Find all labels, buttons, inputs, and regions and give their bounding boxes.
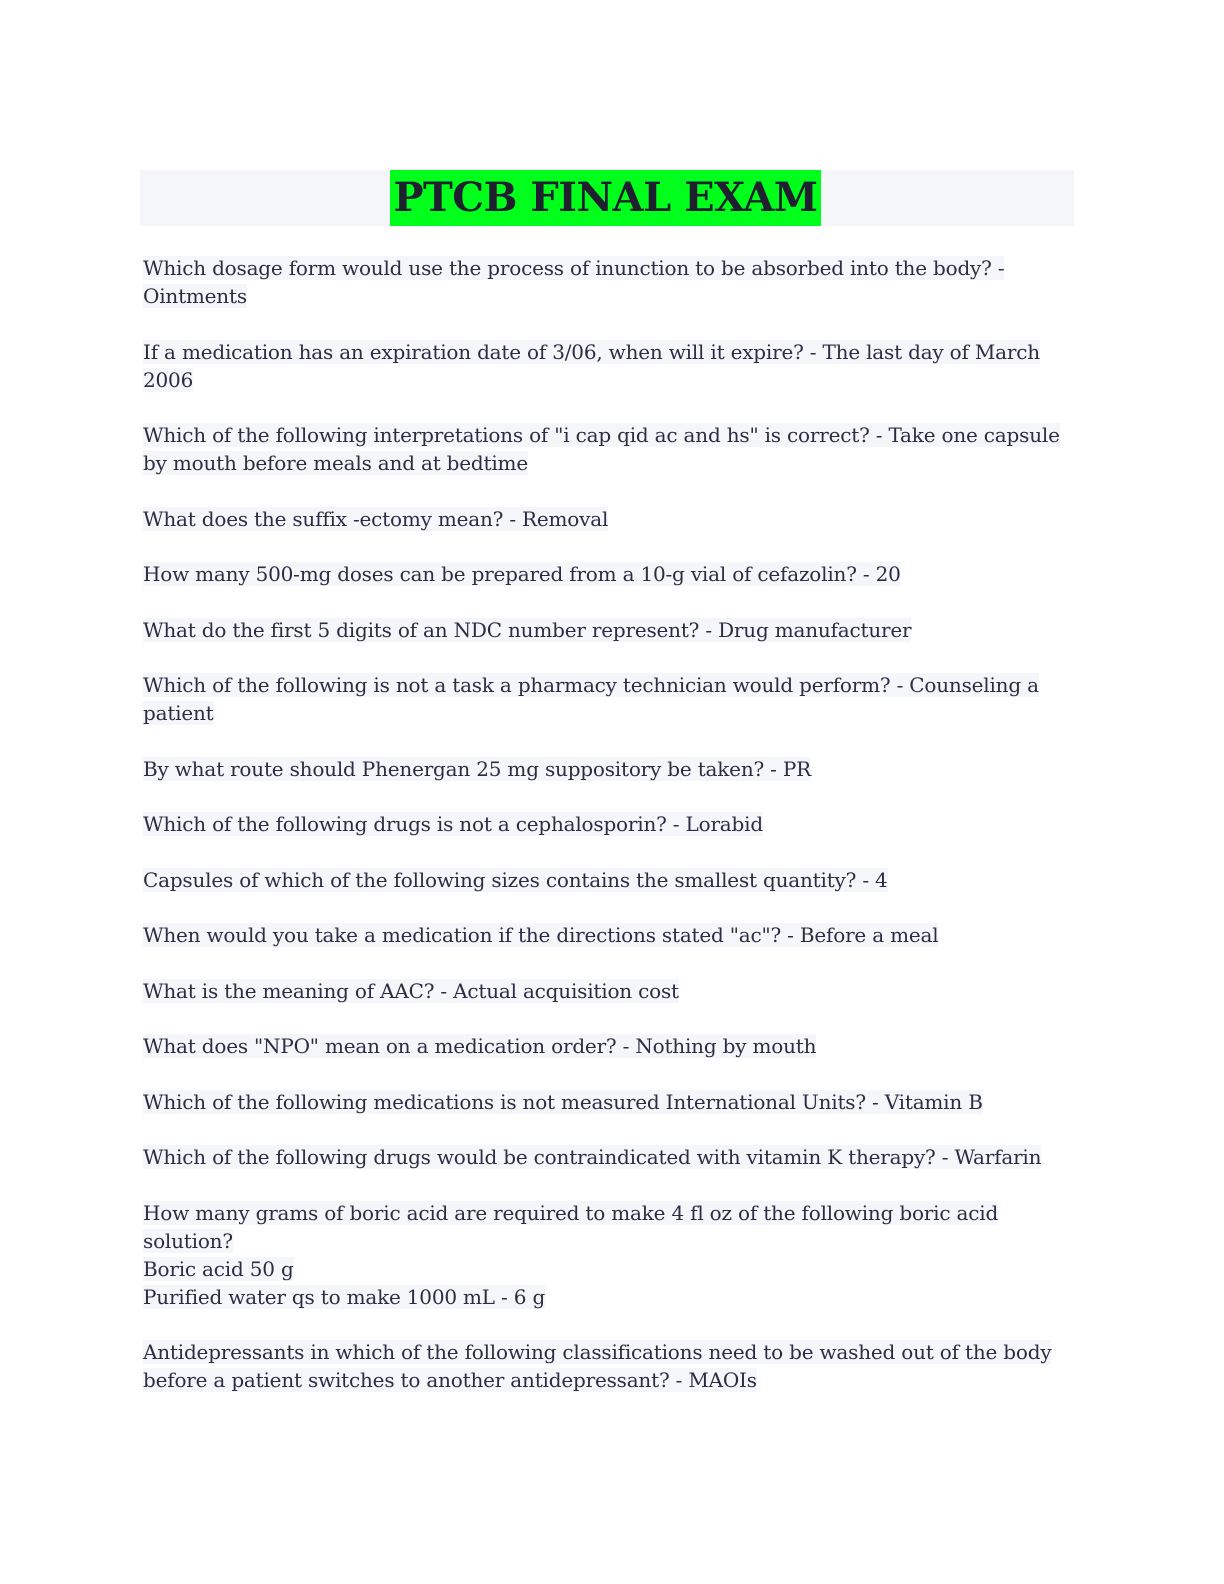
qa-text: Which of the following is not a task a pharmacy technician would perform? - Counseling a patient	[143, 673, 1039, 725]
qa-item	[143, 755, 1074, 783]
qa-text-line: Boric acid 50 g	[143, 1256, 294, 1281]
question-answer-list	[140, 254, 1074, 1394]
qa-item	[143, 1338, 1074, 1394]
qa-item-multiline	[143, 1199, 1074, 1311]
qa-item	[143, 1088, 1074, 1116]
qa-text: When would you take a medication if the directions stated "ac"? - Before a meal	[143, 923, 939, 947]
qa-text: What does the suffix -ectomy mean? - Removal	[143, 506, 609, 531]
qa-text: What does "NPO" mean on a medication order? - Nothing by mouth	[143, 1034, 817, 1058]
qa-text: What do the first 5 digits of an NDC number represent? - Drug manufacturer	[143, 617, 912, 642]
qa-text: Which of the following medications is not measured International Units? - Vitamin B	[143, 1089, 983, 1114]
qa-item	[143, 254, 1074, 310]
qa-text: What is the meaning of AAC? - Actual acquisition cost	[143, 978, 679, 1003]
qa-text: Which dosage form would use the process of inunction to be absorbed into the body? - Ointments	[143, 256, 1005, 308]
qa-item	[143, 977, 1074, 1005]
qa-item	[143, 560, 1074, 588]
qa-item	[143, 616, 1074, 644]
qa-item	[143, 866, 1074, 894]
qa-text: By what route should Phenergan 25 mg suppository be taken? - PR	[143, 756, 812, 781]
document-page	[140, 170, 1074, 1422]
qa-text-line: Purified water qs to make 1000 mL - 6 g	[143, 1284, 546, 1309]
qa-text: Which of the following drugs is not a cephalosporin? - Lorabid	[143, 812, 763, 836]
qa-item	[143, 921, 1074, 949]
qa-text: Which of the following interpretations of "i cap qid ac and hs" is correct? - Take one capsule by mouth before meals and at bedtime	[143, 423, 1060, 475]
qa-item	[143, 338, 1074, 394]
qa-item	[143, 421, 1074, 477]
qa-text: If a medication has an expiration date of 3/06, when will it expire? - The last day of March 2006	[143, 339, 1040, 392]
qa-item	[143, 671, 1074, 727]
title-band	[140, 170, 1074, 226]
qa-text: How many 500-mg doses can be prepared from a 10-g vial of cefazolin? - 20	[143, 562, 901, 586]
qa-text: Capsules of which of the following sizes contains the smallest quantity? - 4	[143, 867, 888, 892]
qa-text-line: How many grams of boric acid are required to make 4 fl oz of the following boric acid solution?	[143, 1200, 999, 1253]
qa-text: Antidepressants in which of the following classifications need to be washed out of the body before a patient switches to another antidepressant? - MAOIs	[143, 1340, 1052, 1392]
qa-item	[143, 1143, 1074, 1171]
qa-item	[143, 810, 1074, 838]
qa-text: Which of the following drugs would be contraindicated with vitamin K therapy? - Warfarin	[143, 1145, 1042, 1169]
qa-item	[143, 1032, 1074, 1060]
document-title: PTCB FINAL EXAM	[390, 170, 820, 226]
qa-item	[143, 505, 1074, 533]
